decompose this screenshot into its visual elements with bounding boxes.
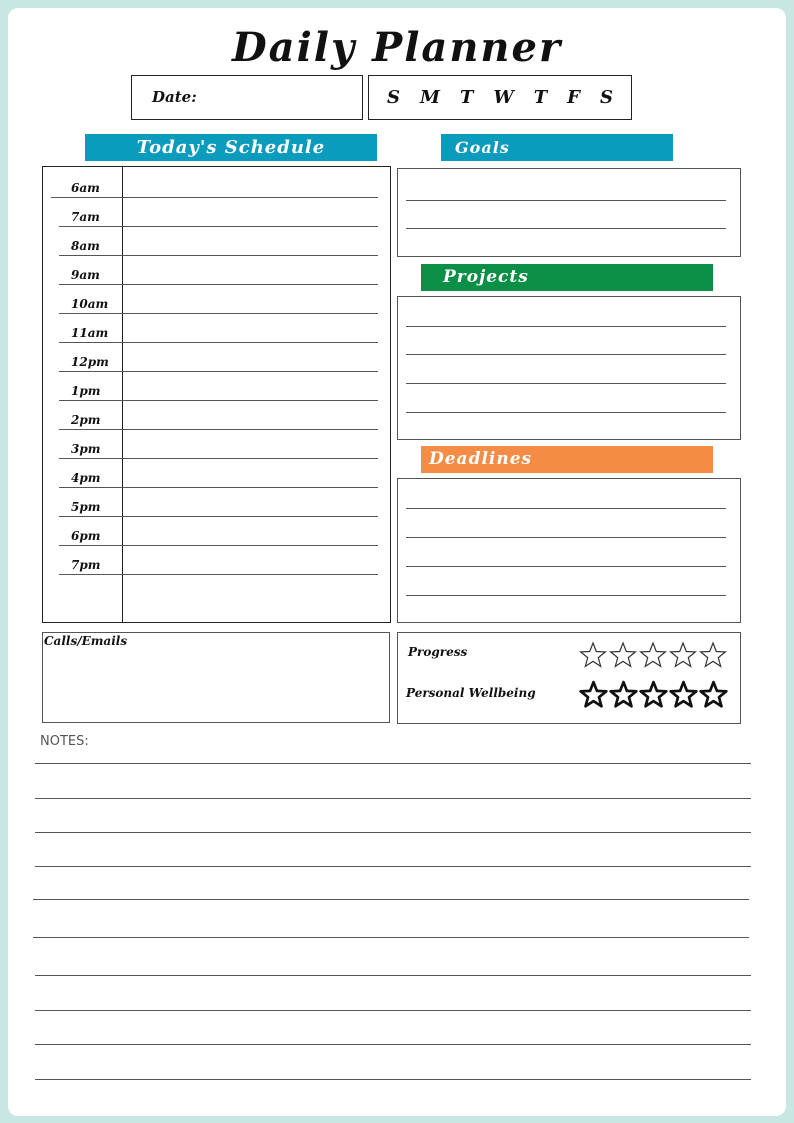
goals-line[interactable] [406, 200, 726, 201]
progress-star-icon[interactable] [669, 641, 697, 669]
projects-line[interactable] [406, 326, 726, 327]
schedule-row[interactable] [59, 429, 378, 430]
projects-line[interactable] [406, 354, 726, 355]
time-label: 8am [71, 239, 100, 253]
progress-star-icon[interactable] [639, 641, 667, 669]
time-label: 9am [71, 268, 100, 282]
time-label: 10am [71, 297, 109, 311]
weekday-selector [368, 75, 632, 120]
planner-sheet [8, 8, 786, 1116]
goals-box [397, 168, 741, 257]
wellbeing-star-icon[interactable] [669, 680, 698, 709]
schedule-row[interactable] [59, 400, 378, 401]
progress-star-icon[interactable] [609, 641, 637, 669]
calls-emails-box[interactable] [42, 632, 390, 723]
schedule-row[interactable] [59, 487, 378, 488]
schedule-row[interactable] [59, 516, 378, 517]
notes-line[interactable] [35, 1010, 751, 1011]
schedule-row[interactable] [59, 284, 378, 285]
wellbeing-star-icon[interactable] [639, 680, 668, 709]
time-label: 3pm [71, 442, 101, 456]
weekday-thursday[interactable]: T [533, 87, 548, 108]
time-label: 6pm [71, 529, 101, 543]
weekday-saturday[interactable]: S [599, 87, 613, 108]
time-label: 2pm [71, 413, 101, 427]
notes-line[interactable] [35, 866, 751, 867]
deadlines-line[interactable] [406, 566, 726, 567]
time-label: 7am [71, 210, 100, 224]
wellbeing-label: Personal Wellbeing [406, 686, 536, 700]
deadlines-line[interactable] [406, 508, 726, 509]
progress-label: Progress [408, 645, 468, 659]
schedule-heading: Today's Schedule [136, 137, 326, 158]
schedule-row[interactable] [59, 458, 378, 459]
notes-line[interactable] [35, 1044, 751, 1045]
projects-line[interactable] [406, 412, 726, 413]
notes-line[interactable] [35, 763, 751, 764]
weekday-monday[interactable]: M [420, 87, 440, 108]
schedule-row[interactable] [59, 371, 378, 372]
goals-heading: Goals [455, 138, 510, 157]
time-label: 11am [71, 326, 109, 340]
date-field[interactable] [131, 75, 363, 120]
schedule-row[interactable] [51, 197, 378, 198]
notes-line[interactable] [33, 937, 749, 938]
progress-star-icon[interactable] [699, 641, 727, 669]
projects-banner [421, 264, 713, 291]
schedule-row[interactable] [59, 313, 378, 314]
deadlines-line[interactable] [406, 537, 726, 538]
notes-line[interactable] [35, 798, 751, 799]
time-label: 4pm [71, 471, 101, 485]
wellbeing-star-icon[interactable] [699, 680, 728, 709]
schedule-row[interactable] [59, 574, 378, 575]
projects-box [397, 296, 741, 440]
notes-line[interactable] [35, 1079, 751, 1080]
notes-line[interactable] [35, 832, 751, 833]
deadlines-heading: Deadlines [429, 449, 533, 469]
time-label: 5pm [71, 500, 101, 514]
schedule-row[interactable] [59, 545, 378, 546]
projects-heading: Projects [443, 267, 529, 287]
time-label: 7pm [71, 558, 101, 572]
schedule-row[interactable] [59, 255, 378, 256]
deadlines-line[interactable] [406, 595, 726, 596]
page-title: Daily Planner [231, 24, 563, 71]
deadlines-banner [421, 446, 713, 473]
schedule-banner [85, 134, 377, 161]
weekday-wednesday[interactable]: W [493, 87, 514, 108]
date-label: Date: [152, 88, 197, 106]
wellbeing-star-icon[interactable] [609, 680, 638, 709]
goals-banner [441, 134, 673, 161]
progress-star-icon[interactable] [579, 641, 607, 669]
time-label: 12pm [71, 355, 109, 369]
weekday-friday[interactable]: F [567, 87, 580, 108]
time-label: 1pm [71, 384, 101, 398]
time-label: 6am [71, 181, 100, 195]
wellbeing-star-icon[interactable] [579, 680, 608, 709]
calls-emails-label: Calls/Emails [44, 634, 128, 648]
notes-line[interactable] [35, 975, 751, 976]
notes-label: NOTES: [40, 734, 89, 749]
schedule-table [42, 166, 391, 623]
weekday-tuesday[interactable]: T [460, 87, 474, 108]
notes-line[interactable] [33, 899, 749, 900]
schedule-row[interactable] [59, 226, 378, 227]
weekday-sunday[interactable]: S [387, 87, 401, 108]
goals-line[interactable] [406, 228, 726, 229]
schedule-row[interactable] [59, 342, 378, 343]
schedule-divider [122, 167, 123, 622]
projects-line[interactable] [406, 383, 726, 384]
ratings-box [397, 632, 741, 724]
deadlines-box [397, 478, 741, 623]
